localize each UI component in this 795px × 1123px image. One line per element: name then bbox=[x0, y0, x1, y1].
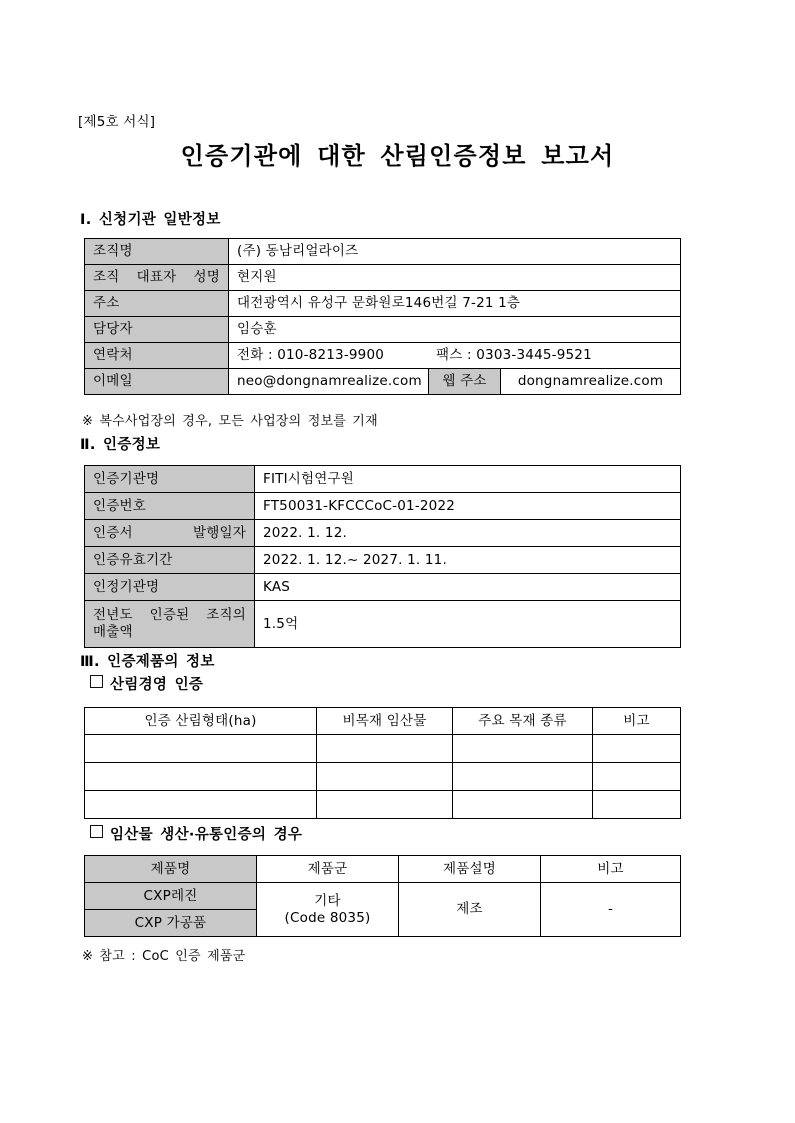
table-header-row bbox=[85, 856, 681, 883]
table-row bbox=[85, 547, 681, 574]
header-product-description: 제품설명 bbox=[399, 856, 541, 883]
phone-label: 전화 : bbox=[237, 347, 278, 364]
value-cert-body: FITI시험연구원 bbox=[255, 466, 681, 493]
checkbox-forest-management[interactable] bbox=[90, 673, 203, 694]
label-prior-year-revenue bbox=[85, 601, 255, 648]
product-group-line1: 기타 bbox=[314, 892, 341, 909]
applicant-info-table bbox=[84, 238, 681, 395]
cell-main-timber bbox=[453, 763, 593, 791]
header-product-remark: 비고 bbox=[541, 856, 681, 883]
cell-non-timber bbox=[317, 735, 453, 763]
table-row bbox=[85, 601, 681, 648]
label-accreditation-body: 인정기관명 bbox=[85, 574, 255, 601]
table-row bbox=[85, 317, 681, 343]
cell-remark bbox=[593, 763, 681, 791]
table-row bbox=[85, 791, 681, 819]
label-representative: 조직 대표자 성명 bbox=[85, 265, 229, 291]
cell-product-description: 제조 bbox=[399, 883, 541, 937]
page-title: 인증기관에 대한 산림인증정보 보고서 bbox=[180, 142, 615, 170]
product-group-line2: (Code 8035) bbox=[284, 909, 371, 926]
table-row bbox=[85, 343, 681, 369]
section-heading-3: Ⅲ. 인증제품의 정보 bbox=[80, 654, 215, 670]
value-cert-number: FT50031-KFCCCoC-01-2022 bbox=[255, 493, 681, 520]
header-product-name: 제품명 bbox=[85, 856, 257, 883]
section-heading-2: Ⅱ. 인증정보 bbox=[80, 437, 161, 453]
table-row bbox=[85, 291, 681, 317]
cell-main-timber bbox=[453, 791, 593, 819]
table-header-row bbox=[85, 708, 681, 735]
header-non-timber: 비목재 임산물 bbox=[317, 708, 453, 735]
section3-note: ※ 참고 : CoC 인증 제품군 bbox=[82, 949, 246, 964]
table-row bbox=[85, 520, 681, 547]
value-email: neo@dongnamrealize.com bbox=[229, 369, 429, 395]
cell-forest-type bbox=[85, 791, 317, 819]
header-product-group: 제품군 bbox=[257, 856, 399, 883]
cell-forest-type bbox=[85, 735, 317, 763]
label-contact: 연락처 bbox=[85, 343, 229, 369]
value-website: dongnamrealize.com bbox=[501, 369, 681, 395]
value-prior-year-revenue: 1.5억 bbox=[255, 601, 681, 648]
table-row bbox=[85, 239, 681, 265]
label-valid-period: 인증유효기간 bbox=[85, 547, 255, 574]
checkbox-icon[interactable] bbox=[90, 675, 103, 688]
label-prior-year-revenue-line1: 전년도 인증된 조직의 bbox=[93, 607, 246, 624]
label-cert-number: 인증번호 bbox=[85, 493, 255, 520]
cell-remark bbox=[593, 735, 681, 763]
label-org-name: 조직명 bbox=[85, 239, 229, 265]
table-row bbox=[85, 265, 681, 291]
value-valid-period: 2022. 1. 12.~ 2027. 1. 11. bbox=[255, 547, 681, 574]
cell-remark bbox=[593, 791, 681, 819]
section1-note: ※ 복수사업장의 경우, 모든 사업장의 정보를 기재 bbox=[82, 414, 378, 429]
value-manager: 임승훈 bbox=[229, 317, 681, 343]
label-address: 주소 bbox=[85, 291, 229, 317]
checkbox-forest-product[interactable] bbox=[90, 823, 302, 844]
value-address: 대전광역시 유성구 문화원로146번길 7-21 1층 bbox=[229, 291, 681, 317]
cell-product-name: CXP레진 bbox=[85, 883, 257, 910]
table-row bbox=[85, 883, 681, 910]
cell-product-group bbox=[257, 883, 399, 937]
forest-management-table bbox=[84, 707, 681, 819]
cell-forest-type bbox=[85, 763, 317, 791]
section-heading-1: Ⅰ. 신청기관 일반정보 bbox=[80, 212, 221, 228]
value-contact bbox=[229, 343, 681, 369]
table-row bbox=[85, 466, 681, 493]
label-manager: 담당자 bbox=[85, 317, 229, 343]
cell-main-timber bbox=[453, 735, 593, 763]
product-table bbox=[84, 855, 681, 937]
certification-info-table bbox=[84, 465, 681, 648]
header-main-timber: 주요 목재 종류 bbox=[453, 708, 593, 735]
checkbox-forest-management-label: 산림경영 인증 bbox=[110, 677, 204, 693]
value-org-name: (주) 동남리얼라이즈 bbox=[229, 239, 681, 265]
checkbox-icon[interactable] bbox=[90, 825, 103, 838]
table-row bbox=[85, 574, 681, 601]
header-remark: 비고 bbox=[593, 708, 681, 735]
phone-number: 010-8213-9900 bbox=[277, 347, 385, 364]
value-issue-date: 2022. 1. 12. bbox=[255, 520, 681, 547]
label-website: 웹 주소 bbox=[429, 369, 501, 395]
cell-product-name: CXP 가공품 bbox=[85, 910, 257, 937]
label-prior-year-revenue-line2: 매출액 bbox=[93, 624, 133, 640]
table-row bbox=[85, 369, 681, 395]
cell-product-remark: - bbox=[541, 883, 681, 937]
cell-non-timber bbox=[317, 791, 453, 819]
label-cert-body: 인증기관명 bbox=[85, 466, 255, 493]
label-email: 이메일 bbox=[85, 369, 229, 395]
header-forest-type: 인증 산림형태(ha) bbox=[85, 708, 317, 735]
checkbox-forest-product-label: 임산물 생산·유통인증의 경우 bbox=[110, 827, 303, 843]
table-row bbox=[85, 735, 681, 763]
fax-label: 팩스 : bbox=[436, 347, 477, 364]
value-accreditation-body: KAS bbox=[255, 574, 681, 601]
form-code: [제5호 서식] bbox=[78, 114, 156, 130]
label-issue-date: 인증서 발행일자 bbox=[85, 520, 255, 547]
fax-number: 0303-3445-9521 bbox=[476, 347, 592, 364]
table-row bbox=[85, 493, 681, 520]
value-representative: 현지원 bbox=[229, 265, 681, 291]
table-row bbox=[85, 763, 681, 791]
cell-non-timber bbox=[317, 763, 453, 791]
